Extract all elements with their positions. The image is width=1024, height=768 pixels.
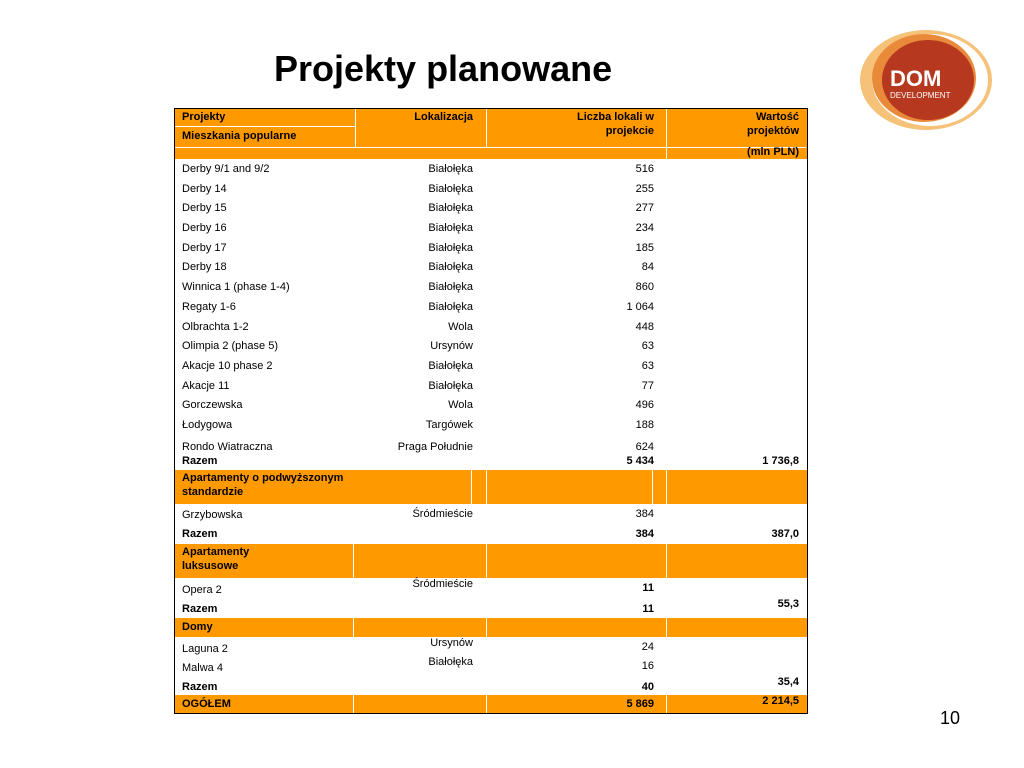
logo-text-dom: DOM <box>890 66 942 91</box>
luxury-total-row: Razem 11 55,3 <box>182 597 799 615</box>
upscale-section-header: Apartamenty o podwyższonym standardzie <box>175 470 807 504</box>
table-row: Olimpia 2 (phase 5) Ursynów 63 <box>182 340 654 353</box>
upscale-total-row: Razem 384 387,0 <box>182 527 799 540</box>
table-header <box>175 109 807 159</box>
table-row: Winnica 1 (phase 1-4) Białołęka 860 <box>182 281 654 294</box>
table-row: Malwa 4 Białołęka 16 <box>182 655 654 674</box>
table-row: Derby 17 Białołęka 185 <box>182 241 654 254</box>
table-row: Derby 14 Białołęka 255 <box>182 182 654 195</box>
grand-total-row: OGÓŁEM 5 869 2 214,5 <box>175 695 807 713</box>
table-row: Olbrachta 1-2 Wola 448 <box>182 320 654 333</box>
table-row: Rondo Wiatraczna Praga Południe 624 <box>182 440 654 453</box>
header-popular: Mieszkania popularne <box>182 130 297 142</box>
table-row: Derby 16 Białołęka 234 <box>182 222 654 235</box>
table-row: Laguna 2 Ursynów 24 <box>182 636 654 655</box>
table-row: Gorczewska Wola 496 <box>182 399 654 412</box>
houses-total-row: Razem 40 35,4 <box>182 675 799 693</box>
luxury-section-header: Apartamenty luksusowe <box>175 544 807 578</box>
header-projects: Projekty <box>182 111 226 123</box>
header-units-l1: Liczba lokali w <box>576 111 654 123</box>
popular-rows <box>175 159 807 451</box>
table-row: Derby 9/1 and 9/2 Białołęka 516 <box>182 163 654 175</box>
popular-total-row: Razem 5 434 1 736,8 <box>182 454 799 467</box>
header-value-l2: projektów <box>747 125 799 137</box>
dom-development-logo <box>858 28 994 132</box>
page-title: Projekty planowane <box>274 48 613 89</box>
header-units-l2: projekcie <box>605 125 654 137</box>
page-number: 10 <box>940 708 961 728</box>
projects-table <box>174 108 808 714</box>
table-row: Opera 2 Śródmieście 11 <box>182 577 654 596</box>
table-row: Grzybowska Śródmieście 384 <box>182 507 654 521</box>
table-row: Derby 18 Białołęka 84 <box>182 261 654 274</box>
header-value-l3: (mln PLN) <box>747 146 799 158</box>
table-row: Regaty 1-6 Białołęka 1 064 <box>182 300 654 313</box>
header-value-l1: Wartość <box>756 111 799 123</box>
header-location: Lokalizacja <box>414 111 473 123</box>
table-row: Derby 15 Białołęka 277 <box>182 202 654 215</box>
table-row: Akacje 10 phase 2 Białołęka 63 <box>182 359 654 372</box>
table-row: Łodygowa Targówek 188 <box>182 418 654 431</box>
table-row: Akacje 11 Białołęka 77 <box>182 379 654 392</box>
logo-text-development: DEVELOPMENT <box>890 91 951 100</box>
houses-section-header: Domy <box>175 618 807 637</box>
